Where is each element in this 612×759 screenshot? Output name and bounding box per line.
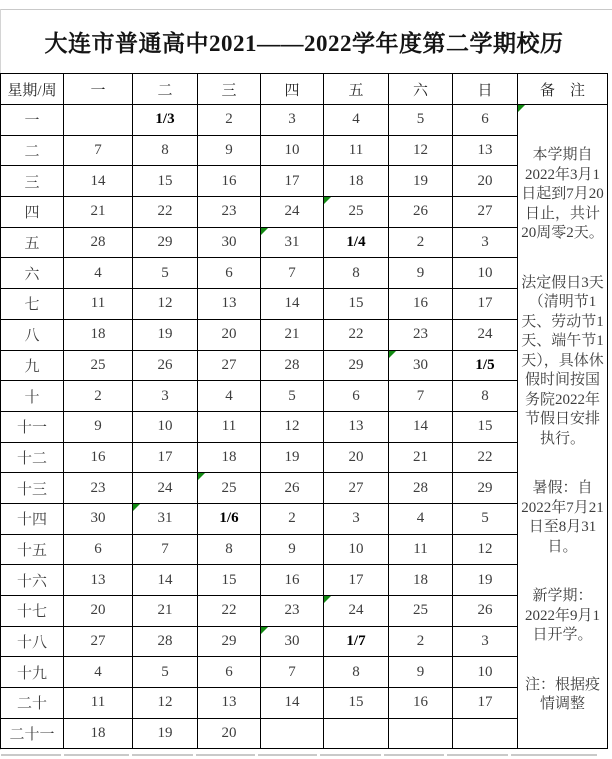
day-cell[interactable]: 15 [198, 565, 261, 596]
day-cell[interactable]: 11 [64, 289, 133, 320]
day-cell[interactable]: 3 [261, 105, 324, 136]
day-cell[interactable] [324, 718, 389, 749]
day-cell[interactable]: 11 [64, 688, 133, 719]
day-cell[interactable]: 27 [198, 350, 261, 381]
week-label-cell[interactable]: 二十一 [1, 718, 64, 749]
day-cell[interactable]: 26 [133, 350, 198, 381]
week-row [1, 166, 608, 197]
day-cell[interactable]: 28 [64, 227, 133, 258]
week-label-cell[interactable]: 十六 [1, 565, 64, 596]
day-cell[interactable]: 15 [453, 411, 518, 442]
calendar-title: 大连市普通高中2021——2022学年度第二学期校历 [44, 30, 564, 56]
day-cell[interactable]: 1/6 [198, 503, 261, 534]
day-cell[interactable]: 25 [198, 473, 261, 504]
day-cell[interactable]: 17 [453, 688, 518, 719]
day-cell[interactable]: 4 [64, 657, 133, 688]
day-cell[interactable]: 20 [324, 442, 389, 473]
day-cell[interactable]: 4 [389, 503, 453, 534]
day-cell[interactable]: 16 [389, 289, 453, 320]
week-row [1, 596, 608, 627]
week-label-cell[interactable]: 十九 [1, 657, 64, 688]
day-cell[interactable]: 8 [324, 657, 389, 688]
week-row [1, 135, 608, 166]
week-label-cell[interactable]: 一 [1, 105, 64, 136]
day-cell[interactable]: 18 [324, 166, 389, 197]
week-row [1, 105, 608, 136]
day-cell[interactable]: 19 [261, 442, 324, 473]
week-row [1, 565, 608, 596]
day-cell[interactable]: 30 [261, 626, 324, 657]
day-header-cell[interactable]: 三 [198, 74, 261, 105]
day-cell[interactable]: 7 [389, 381, 453, 412]
week-row [1, 718, 608, 749]
week-row [1, 197, 608, 228]
day-cell[interactable]: 1/7 [324, 626, 389, 657]
day-cell[interactable]: 3 [324, 503, 389, 534]
day-cell[interactable]: 10 [324, 534, 389, 565]
day-cell[interactable]: 1/3 [133, 105, 198, 136]
day-cell[interactable]: 4 [64, 258, 133, 289]
day-cell[interactable]: 30 [198, 227, 261, 258]
day-cell[interactable] [453, 718, 518, 749]
comment-triangle-icon [389, 351, 396, 358]
week-row [1, 411, 608, 442]
week-label-cell[interactable]: 七 [1, 289, 64, 320]
day-cell[interactable]: 31 [133, 503, 198, 534]
day-cell[interactable]: 25 [389, 596, 453, 627]
day-cell[interactable]: 12 [133, 289, 198, 320]
day-cell[interactable]: 13 [453, 135, 518, 166]
week-label-cell[interactable]: 八 [1, 319, 64, 350]
day-cell[interactable]: 4 [198, 381, 261, 412]
day-cell[interactable]: 8 [324, 258, 389, 289]
day-cell[interactable]: 27 [453, 197, 518, 228]
day-cell[interactable]: 3 [133, 381, 198, 412]
week-label-cell[interactable]: 十一 [1, 411, 64, 442]
week-label-cell[interactable]: 十二 [1, 442, 64, 473]
week-row [1, 442, 608, 473]
day-cell[interactable]: 9 [389, 258, 453, 289]
day-cell[interactable]: 31 [261, 227, 324, 258]
day-cell[interactable]: 12 [261, 411, 324, 442]
day-header-cell[interactable]: 六 [389, 74, 453, 105]
day-cell[interactable]: 3 [453, 227, 518, 258]
day-cell[interactable]: 24 [453, 319, 518, 350]
day-cell[interactable]: 26 [389, 197, 453, 228]
comment-triangle-icon [133, 504, 140, 511]
day-header-cell[interactable]: 一 [64, 74, 133, 105]
day-cell[interactable]: 12 [453, 534, 518, 565]
day-cell[interactable]: 19 [133, 718, 198, 749]
day-cell[interactable]: 27 [64, 626, 133, 657]
day-header-cell[interactable]: 五 [324, 74, 389, 105]
day-cell[interactable]: 11 [324, 135, 389, 166]
week-row [1, 319, 608, 350]
day-cell[interactable]: 20 [198, 319, 261, 350]
day-cell[interactable]: 26 [453, 596, 518, 627]
day-cell[interactable]: 9 [198, 135, 261, 166]
day-cell[interactable]: 20 [64, 596, 133, 627]
week-row [1, 688, 608, 719]
week-label-cell[interactable]: 六 [1, 258, 64, 289]
day-cell[interactable]: 12 [389, 135, 453, 166]
day-header-cell[interactable]: 日 [453, 74, 518, 105]
day-cell[interactable]: 22 [324, 319, 389, 350]
day-cell[interactable]: 9 [261, 534, 324, 565]
notes-header-cell[interactable]: 备 注 [518, 74, 608, 105]
day-cell[interactable]: 21 [261, 319, 324, 350]
week-row [1, 626, 608, 657]
day-cell[interactable]: 17 [453, 289, 518, 320]
day-cell[interactable]: 8 [198, 534, 261, 565]
day-cell[interactable]: 5 [133, 258, 198, 289]
day-cell[interactable]: 1/4 [324, 227, 389, 258]
day-cell[interactable]: 6 [453, 105, 518, 136]
day-cell[interactable]: 14 [261, 688, 324, 719]
week-row [1, 381, 608, 412]
day-cell[interactable]: 6 [198, 258, 261, 289]
day-header-cell[interactable]: 二 [133, 74, 198, 105]
day-cell[interactable]: 23 [389, 319, 453, 350]
day-cell[interactable]: 3 [453, 626, 518, 657]
notes-paragraph: 本学期自2022年3月1日起到7月20日止，共计20周零2天。 [521, 147, 604, 241]
day-cell[interactable]: 17 [133, 442, 198, 473]
day-cell[interactable] [261, 718, 324, 749]
day-cell[interactable]: 6 [324, 381, 389, 412]
day-cell[interactable]: 2 [198, 105, 261, 136]
week-label-cell[interactable]: 二十 [1, 688, 64, 719]
day-cell[interactable]: 22 [133, 197, 198, 228]
day-cell[interactable]: 15 [324, 688, 389, 719]
day-cell[interactable]: 14 [261, 289, 324, 320]
day-cell[interactable]: 8 [133, 135, 198, 166]
week-label-cell[interactable]: 二 [1, 135, 64, 166]
day-cell[interactable]: 2 [261, 503, 324, 534]
day-cell[interactable]: 11 [389, 534, 453, 565]
day-cell[interactable]: 26 [261, 473, 324, 504]
week-row [1, 473, 608, 504]
day-cell[interactable]: 18 [64, 718, 133, 749]
day-cell[interactable]: 10 [453, 258, 518, 289]
day-cell[interactable]: 11 [198, 411, 261, 442]
week-row [1, 534, 608, 565]
week-label-cell[interactable]: 十三 [1, 473, 64, 504]
day-cell[interactable] [64, 105, 133, 136]
day-cell[interactable]: 4 [324, 105, 389, 136]
day-cell[interactable]: 28 [389, 473, 453, 504]
week-label-cell[interactable]: 十五 [1, 534, 64, 565]
day-cell[interactable]: 10 [453, 657, 518, 688]
day-cell[interactable]: 29 [198, 626, 261, 657]
comment-triangle-icon [518, 105, 525, 112]
day-cell[interactable]: 24 [324, 596, 389, 627]
comment-triangle-icon [324, 197, 331, 204]
week-label-cell[interactable]: 十七 [1, 596, 64, 627]
day-cell[interactable]: 21 [389, 442, 453, 473]
day-cell[interactable]: 16 [261, 565, 324, 596]
day-cell[interactable]: 9 [389, 657, 453, 688]
calendar-table [0, 73, 608, 749]
day-cell[interactable]: 24 [261, 197, 324, 228]
week-row [1, 657, 608, 688]
day-cell[interactable]: 6 [64, 534, 133, 565]
day-cell[interactable]: 21 [64, 197, 133, 228]
day-cell[interactable]: 18 [389, 565, 453, 596]
day-cell[interactable]: 13 [198, 688, 261, 719]
day-cell[interactable]: 10 [133, 411, 198, 442]
day-cell[interactable]: 22 [453, 442, 518, 473]
week-row [1, 258, 608, 289]
week-row [1, 350, 608, 381]
week-label-cell[interactable]: 三 [1, 166, 64, 197]
notes-paragraph: 法定假日3天（清明节1天、劳动节1天、端午节1天），具体休假时间按国务院2022年节假日安排执行。 [521, 274, 604, 447]
day-cell[interactable] [389, 718, 453, 749]
day-cell[interactable]: 5 [133, 657, 198, 688]
day-cell[interactable]: 22 [198, 596, 261, 627]
day-cell[interactable]: 13 [64, 565, 133, 596]
day-cell[interactable]: 14 [133, 565, 198, 596]
day-cell[interactable]: 15 [133, 166, 198, 197]
day-cell[interactable]: 14 [64, 166, 133, 197]
day-cell[interactable]: 5 [261, 381, 324, 412]
day-cell[interactable]: 13 [324, 411, 389, 442]
day-cell[interactable]: 7 [261, 657, 324, 688]
day-cell[interactable]: 10 [261, 135, 324, 166]
day-cell[interactable]: 2 [64, 381, 133, 412]
day-cell[interactable]: 23 [198, 197, 261, 228]
comment-triangle-icon [261, 228, 268, 235]
week-row [1, 289, 608, 320]
week-label-cell[interactable]: 十八 [1, 626, 64, 657]
header-row [1, 74, 608, 105]
notes-paragraph: 注：根据疫情调整 [524, 676, 600, 712]
day-cell[interactable]: 17 [261, 166, 324, 197]
week-label-cell[interactable]: 十四 [1, 503, 64, 534]
comment-triangle-icon [261, 627, 268, 634]
notes-cell[interactable] [518, 105, 608, 749]
day-cell[interactable]: 6 [198, 657, 261, 688]
day-cell[interactable]: 20 [198, 718, 261, 749]
day-cell[interactable]: 24 [133, 473, 198, 504]
week-label-cell[interactable]: 九 [1, 350, 64, 381]
day-cell[interactable]: 7 [133, 534, 198, 565]
day-cell[interactable]: 5 [389, 105, 453, 136]
day-cell[interactable]: 13 [198, 289, 261, 320]
day-cell[interactable]: 23 [261, 596, 324, 627]
day-cell[interactable]: 29 [324, 350, 389, 381]
day-cell[interactable]: 16 [389, 688, 453, 719]
day-cell[interactable]: 16 [64, 442, 133, 473]
week-row [1, 503, 608, 534]
notes-paragraph: 新学期：2022年9月1日开学。 [524, 588, 600, 643]
day-cell[interactable]: 9 [64, 411, 133, 442]
notes-paragraph: 暑假：自2022年7月21日至8月31日。 [521, 480, 604, 555]
day-cell[interactable]: 17 [324, 565, 389, 596]
day-cell[interactable]: 19 [453, 565, 518, 596]
comment-triangle-icon [324, 596, 331, 603]
day-cell[interactable]: 19 [389, 166, 453, 197]
week-row [1, 227, 608, 258]
day-cell[interactable]: 28 [261, 350, 324, 381]
comment-triangle-icon [198, 473, 205, 480]
day-cell[interactable]: 15 [324, 289, 389, 320]
day-cell[interactable]: 16 [198, 166, 261, 197]
day-cell[interactable]: 30 [389, 350, 453, 381]
day-cell[interactable]: 7 [64, 135, 133, 166]
next-row-gridlines [1, 754, 597, 756]
day-cell[interactable]: 30 [64, 503, 133, 534]
day-cell[interactable]: 14 [389, 411, 453, 442]
day-cell[interactable]: 5 [453, 503, 518, 534]
day-cell[interactable]: 2 [389, 227, 453, 258]
day-cell[interactable]: 12 [133, 688, 198, 719]
day-cell[interactable]: 29 [133, 227, 198, 258]
day-cell[interactable]: 1/5 [453, 350, 518, 381]
week-label-cell[interactable]: 四 [1, 197, 64, 228]
day-cell[interactable]: 27 [324, 473, 389, 504]
day-header-cell[interactable]: 四 [261, 74, 324, 105]
day-cell[interactable]: 29 [453, 473, 518, 504]
day-cell[interactable]: 21 [133, 596, 198, 627]
day-cell[interactable]: 25 [324, 197, 389, 228]
day-cell[interactable]: 7 [261, 258, 324, 289]
day-cell[interactable]: 20 [453, 166, 518, 197]
day-cell[interactable]: 19 [133, 319, 198, 350]
week-label-cell[interactable]: 五 [1, 227, 64, 258]
day-cell[interactable]: 18 [64, 319, 133, 350]
day-cell[interactable]: 18 [198, 442, 261, 473]
day-cell[interactable]: 28 [133, 626, 198, 657]
day-cell[interactable]: 25 [64, 350, 133, 381]
day-cell[interactable]: 23 [64, 473, 133, 504]
corner-header-cell[interactable]: 星期/周 [1, 74, 64, 105]
week-label-cell[interactable]: 十 [1, 381, 64, 412]
day-cell[interactable]: 2 [389, 626, 453, 657]
day-cell[interactable]: 8 [453, 381, 518, 412]
